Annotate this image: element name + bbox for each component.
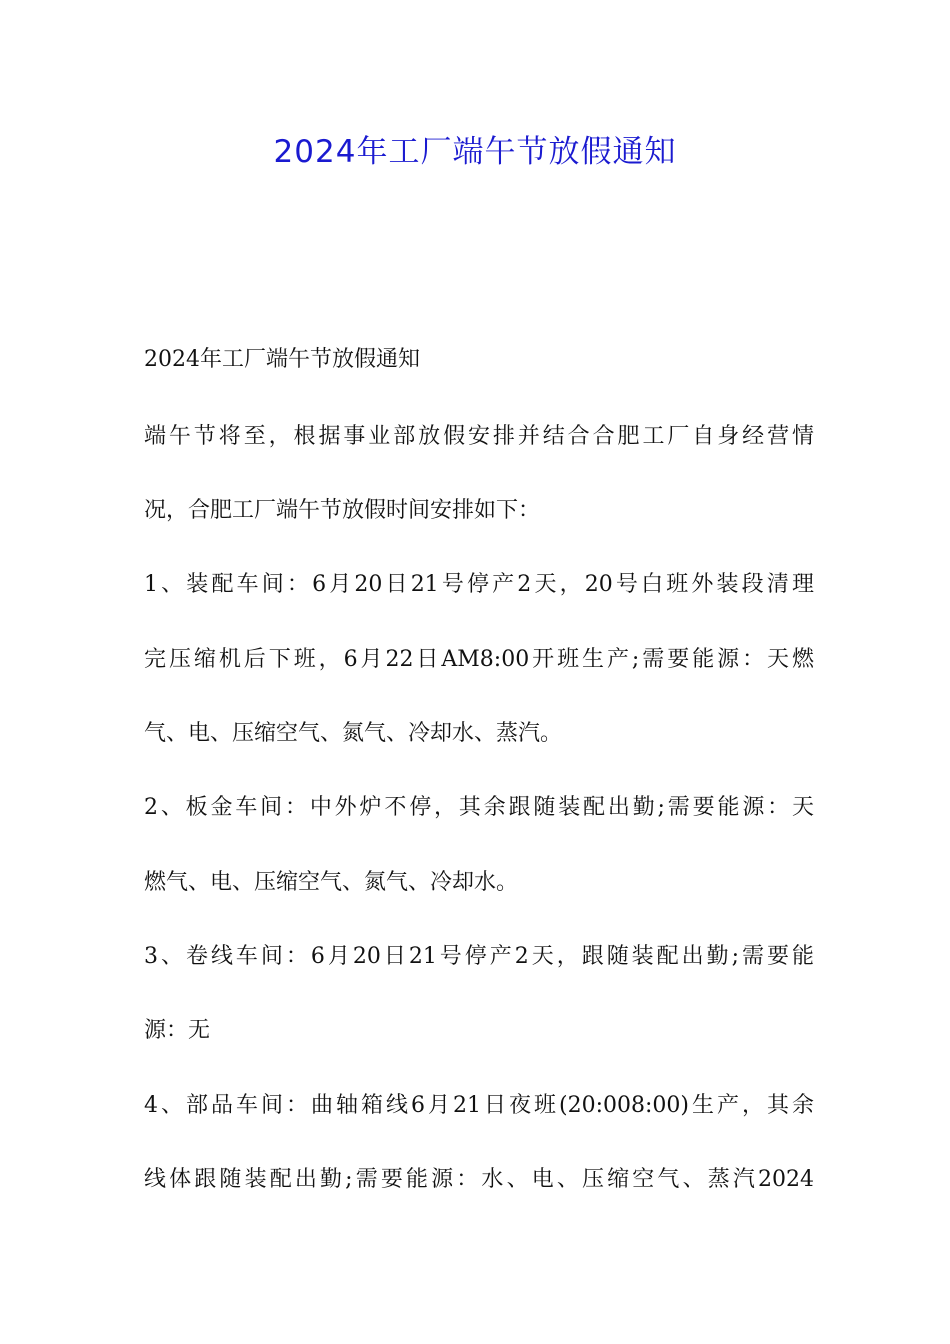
body-line-5: 完压缩机后下班，6月22日AM8:00开班生产;需要能源：天燃 [144, 647, 814, 672]
body-line-3: 况，合肥工厂端午节放假时间安排如下： [144, 498, 541, 523]
body-line-10: 源：无 [144, 1018, 211, 1043]
body-line-9: 3、卷线车间：6月20日21号停产2天，跟随装配出勤;需要能 [144, 944, 814, 969]
body-line-1: 2024年工厂端午节放假通知 [144, 347, 420, 372]
document-title: 2024年工厂端午节放假通知 [273, 134, 677, 170]
body-line-11: 4、部品车间：曲轴箱线6月21日夜班(20:008:00)生产，其余 [144, 1093, 814, 1118]
body-line-8: 燃气、电、压缩空气、氮气、冷却水。 [144, 870, 519, 895]
body-line-4: 1、装配车间：6月20日21号停产2天，20号白班外装段清理 [144, 572, 814, 597]
body-line-12: 线体跟随装配出勤;需要能源：水、电、压缩空气、蒸汽2024 [144, 1167, 814, 1192]
body-line-2: 端午节将至，根据事业部放假安排并结合合肥工厂自身经营情 [144, 424, 814, 449]
body-line-6: 气、电、压缩空气、氮气、冷却水、蒸汽。 [144, 721, 563, 746]
body-line-7: 2、板金车间：中外炉不停，其余跟随装配出勤;需要能源：天 [144, 795, 814, 820]
